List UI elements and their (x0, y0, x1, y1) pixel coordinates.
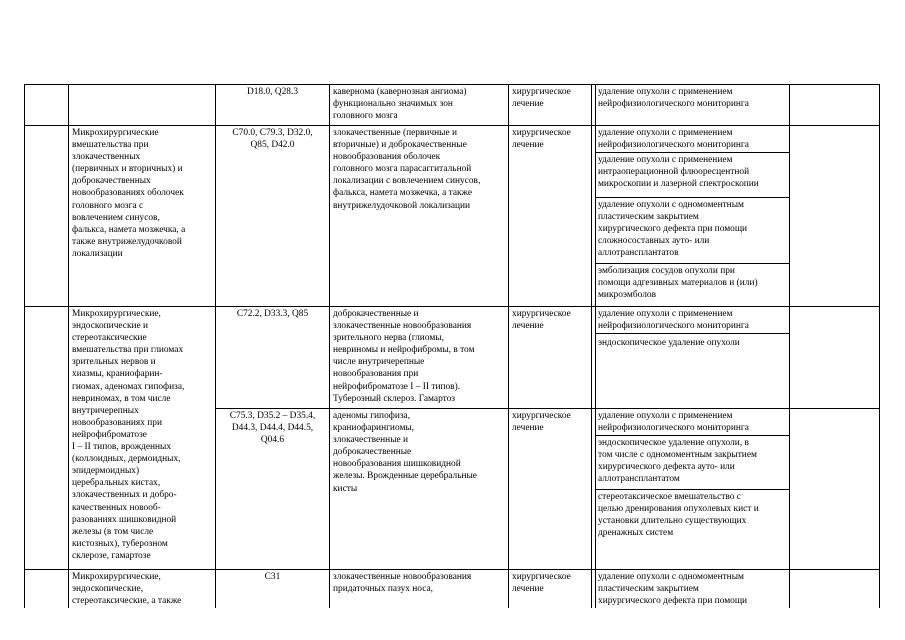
row-1-method-0: удаление опухоли с применением нейрофизиологического мониторинга (598, 128, 749, 151)
row-2-sub-0-method-1: эндоскопическое удаление опухоли (598, 338, 740, 348)
row-2-sub-0-method-0: удаление опухоли с применением нейрофизиологического мониторинга (598, 309, 749, 332)
row-0-model: кавернома (кавернозная ангиома) функционально значимых зон головного мозга (333, 87, 467, 122)
row-1-method-1: удаление опухоли с применением интраоперационной флюоресцентной микроскопии и лазерной спектроскопии (598, 155, 759, 190)
row-0-codes: D18.0, Q28.3 (246, 87, 299, 97)
row-2-sub-1-method-1: эндоскопическое удаление опухоли, в том числе с одномоментным закрытием хирургического дефекта ауто- или аллотрансплантатом (598, 438, 757, 485)
row-2-sub-1-codes: C75.3, D35.2 – D35.4, D44.3, D44.4, D44.5, Q04.6 (229, 411, 316, 446)
row-1-method-3: эмболизация сосудов опухоли при помощи адгезивных материалов и (или) микроэмболов (598, 266, 758, 301)
row-3-treatment: хирургическое лечение (512, 572, 571, 595)
row-1-codes: C70.0, C79.3, D32.0, Q85, D42.0 (232, 128, 313, 151)
row-3-method-0: удаление опухоли с одномоментным пластическим закрытием хирургического дефекта при помощи (598, 572, 748, 607)
row-2-sub-1-treatment: хирургическое лечение (512, 411, 571, 434)
row-1-treatment: хирургическое лечение (512, 128, 571, 151)
row-2-group: Микрохирургические, эндоскопические и стереотаксические вмешательства при глиомах зрительных нервов и хиазмы, краниофарин- гиомах, аденомах гипофиза, невриномах, в том числе внутричерепных новообразованиях при нейрофиброматозе I – II типов, врожденных (коллоидных, дермоидных, эпидермоидных) церебральных кистах, злокачественных и добро- качественных новооб- разованиях шишковидной железы (в том числе кистозных), туберозном склерозе, гамартозе (72, 309, 185, 561)
row-0-treatment: хирургическое лечение (512, 87, 571, 110)
row-2-sub-0-treatment: хирургическое лечение (512, 309, 571, 332)
row-3-group: Микрохирургические, эндоскопические, стереотаксические, а также (72, 572, 182, 607)
row-2-sub-1-model: аденомы гипофиза, краниофарингиомы, злокачественные и доброкачественные новообразования шишковидной железы. Врожденные церебральные кисты (333, 411, 477, 494)
row-2-sub-1-method-0: удаление опухоли с применением нейрофизиологического мониторинга (598, 411, 749, 434)
row-3-model: злокачественные новообразования придаточных пазух носа, (333, 572, 472, 595)
row-3-codes: C31 (264, 572, 281, 582)
row-2-sub-0-model: доброкачественные и злокачественные новообразования зрительного нерва (глиомы, невриномы и нейрофибромы, в том числе внутричерепные новообразования при нейрофиброматозе I – II типов). Туберозный склероз. Гамартоз (333, 309, 475, 404)
row-1-method-2: удаление опухоли с одномоментным пластическим закрытием хирургического дефекта при помощи сложносоставных ауто- или аллотрансплантатов (598, 200, 748, 259)
row-1-model: злокачественные (первичные и вторичные) и доброкачественные новообразования оболочек головного мозга парасаггитальной локализации с вовлечением синусов, фалькса, намета мозжечка, а также внутрижелудочковой локализации (333, 128, 481, 211)
row-0-method-0: удаление опухоли с применением нейрофизиологического мониторинга (598, 87, 749, 110)
row-1-group: Микрохирургические вмешательства при злокачественных (первичных и вторичных) и доброкачественных новообразованиях оболочек головного мозга с вовлечением синусов, фалькса, намета мозжечка, а также внутрижелудочковой локализации (72, 128, 186, 259)
row-2-sub-0-codes: C72.2, D33.3, Q85 (236, 309, 309, 319)
row-2-sub-1-method-2: стереотаксическое вмешательство с целью дренирования опухолевых кист и установки длительно существующих дренажных систем (598, 492, 759, 539)
